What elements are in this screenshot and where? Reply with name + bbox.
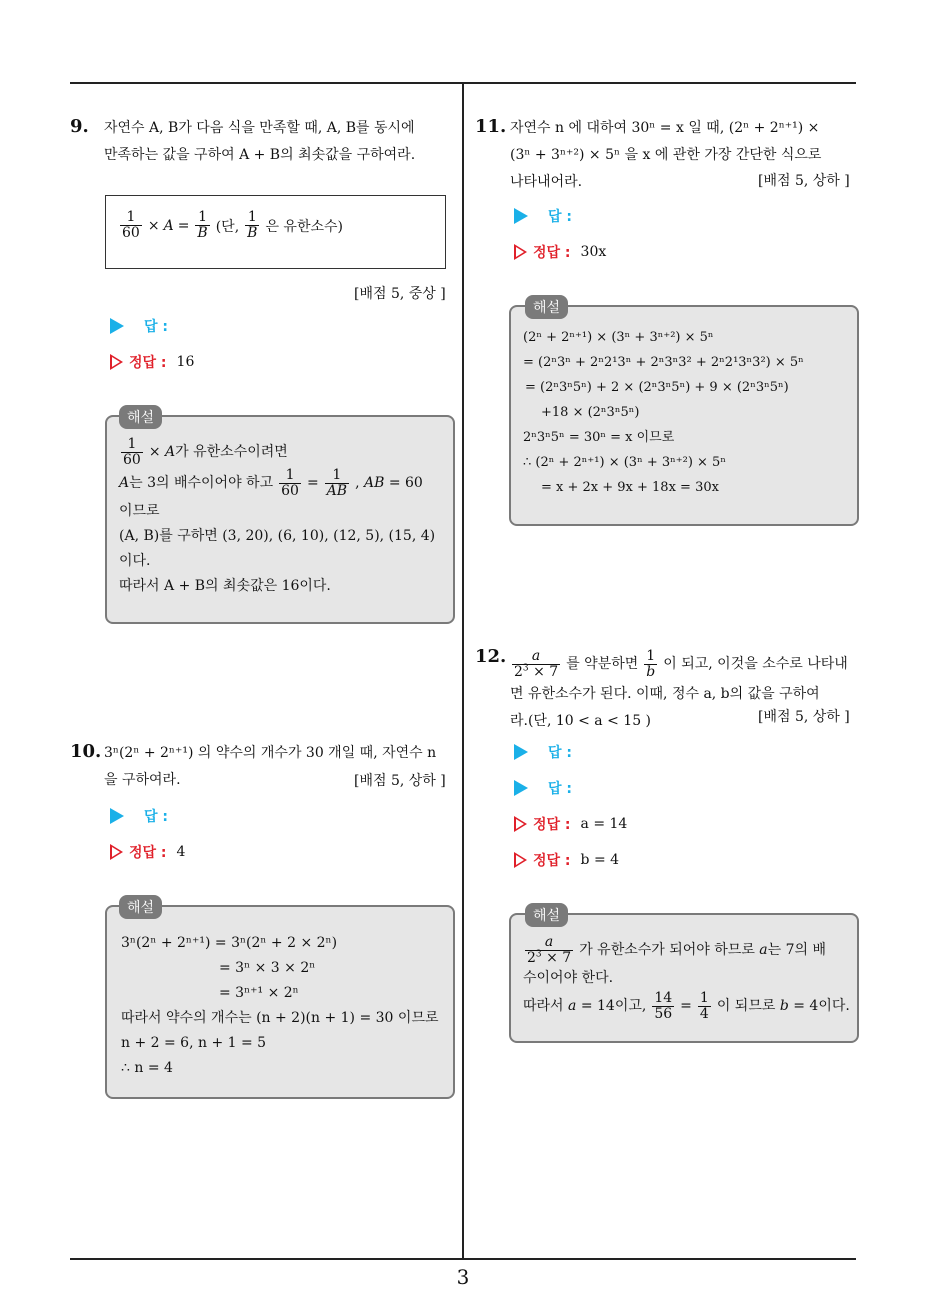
- answer-label: 답 :: [144, 809, 168, 825]
- q11-score: [배점 5, 상하 ]: [758, 173, 850, 189]
- q10-correct-answer: 4: [176, 844, 186, 860]
- q9-line1: 자연수 A, B가 다음 식을 만족할 때, A, B를 동시에: [104, 120, 415, 136]
- q9-solution-box: [105, 410, 455, 624]
- answer-label: 답 :: [548, 209, 572, 225]
- q10-correct-row: [110, 842, 185, 862]
- q10-answer-row[interactable]: [110, 806, 168, 826]
- q12-correct-row-b: [514, 850, 619, 870]
- correct-label: 정답 :: [129, 845, 167, 861]
- q9-number: 9.: [70, 116, 89, 137]
- q12-solution-box: [509, 908, 859, 1043]
- q11-line3: 나타내어라.: [510, 174, 583, 190]
- q10-solution: 3ⁿ(2ⁿ + 2ⁿ⁺¹) = 3ⁿ(2ⁿ + 2 × 2ⁿ) = 3ⁿ × 3 × 2ⁿ = 3ⁿ⁺¹ × 2ⁿ 따라서 약수의 개수는 (n + 2)(n + 1) = 30 이므로 n + 2 = 6, n + 1 = 5 ∴ n = 4: [121, 935, 439, 1076]
- q12-solution: $\frac{a}{2^3 \times 7}$ 가 유한소수가 되어야 하므로 a는 7의 배 수이어야 한다. 따라서 a = 14이고, $\frac{14}{56}$ = $\frac{1}{4}$ 이 되므로 b = 4이다.: [523, 934, 850, 1022]
- q10-line1: 3ⁿ(2ⁿ + 2ⁿ⁺¹) 의 약수의 개수가 30 개일 때, 자연수 n: [104, 745, 437, 761]
- outline-arrow-icon: [110, 354, 123, 370]
- page-number: 3: [456, 1265, 470, 1289]
- correct-label: 정답 :: [129, 355, 167, 371]
- q11-answer-row[interactable]: [514, 206, 572, 226]
- q11-line1: 자연수 n 에 대하여 30ⁿ = x 일 때, (2ⁿ + 2ⁿ⁺¹) ×: [510, 120, 820, 136]
- play-arrow-icon: [110, 318, 124, 334]
- q11-number: 11.: [475, 116, 507, 137]
- q12-line1: $\frac{a}{2^3 \times 7}$ 를 약분하면 $\frac{1}{b}$ 이 되고, 이것을 소수로 나타내: [514, 647, 848, 680]
- q9-correct-answer: 16: [176, 354, 195, 370]
- solution-tab: 해설: [119, 895, 162, 919]
- answer-label: 답 :: [548, 745, 572, 761]
- outline-arrow-icon: [514, 244, 527, 260]
- correct-label: 정답 :: [533, 817, 571, 833]
- play-arrow-icon: [514, 780, 528, 796]
- answer-label: 답 :: [548, 781, 572, 797]
- q9-answer-row[interactable]: [110, 316, 168, 336]
- q10-number: 10.: [70, 741, 102, 762]
- answer-label: 답 :: [144, 319, 168, 335]
- solution-tab: 해설: [525, 295, 568, 319]
- q10-line2: 을 구하여라.: [104, 772, 181, 788]
- q9-score: [배점 5, 중상 ]: [354, 286, 446, 302]
- q12-score: [배점 5, 상하 ]: [758, 709, 850, 725]
- q11-correct-answer: 30x: [580, 244, 607, 260]
- solution-tab: 해설: [525, 903, 568, 927]
- q12-line2: 면 유한소수가 된다. 이때, 정수 a, b의 값을 구하여: [510, 686, 820, 702]
- q12-correct-answer-b: b = 4: [580, 852, 620, 868]
- q9-condition-box: [105, 195, 446, 269]
- solution-tab: 해설: [119, 405, 162, 429]
- q12-correct-row-a: [514, 814, 627, 834]
- outline-arrow-icon: [110, 844, 123, 860]
- play-arrow-icon: [514, 744, 528, 760]
- correct-label: 정답 :: [533, 853, 571, 869]
- q12-number: 12.: [475, 646, 507, 667]
- play-arrow-icon: [514, 208, 528, 224]
- correct-label: 정답 :: [533, 245, 571, 261]
- bottom-rule: [70, 1258, 856, 1260]
- q9-condition: $\frac{1}{60}$ × A = $\frac{1}{B}$ (단, $\frac{1}{B}$ 은 유한소수): [122, 209, 343, 241]
- q12-answer-row-a[interactable]: [514, 742, 572, 762]
- q9-solution: $\frac{1}{60}$ × A가 유한소수이려면 A는 3의 배수이어야 하고 $\frac{1}{60}$ = $\frac{1}{AB}$ , AB = 60 이므로 (A, B)를 구하면 (3, 20), (6, 10), (12, 5), (15, 4) 이다. 따라서 A + B의 최솟값은 16이다.: [119, 436, 436, 594]
- q12-line3: 라.(단, 10 < a < 15 ): [510, 713, 652, 729]
- q9-text: [104, 115, 456, 169]
- q11-solution: (2ⁿ + 2ⁿ⁺¹) × (3ⁿ + 3ⁿ⁺²) × 5ⁿ = (2ⁿ3ⁿ + 2ⁿ2¹3ⁿ + 2ⁿ3ⁿ3² + 2ⁿ2¹3ⁿ3²) × 5ⁿ = (2ⁿ3ⁿ5ⁿ) + 2 × (2ⁿ3ⁿ5ⁿ) + 9 × (2ⁿ3ⁿ5ⁿ) +18 × (2ⁿ3ⁿ5ⁿ) 2ⁿ3ⁿ5ⁿ = 30ⁿ = x 이므로 ∴ (2ⁿ + 2ⁿ⁺¹) × (3ⁿ + 3ⁿ⁺²) × 5ⁿ = x + 2x + 9x + 18x = 30x: [523, 330, 804, 495]
- q11-correct-row: [514, 242, 606, 262]
- q11-line2: (3ⁿ + 3ⁿ⁺²) × 5ⁿ 을 x 에 관한 가장 간단한 식으로: [510, 147, 822, 163]
- column-divider: [462, 84, 464, 1258]
- q9-correct-row: [110, 352, 194, 372]
- q11-solution-box: [509, 300, 859, 526]
- outline-arrow-icon: [514, 816, 527, 832]
- q12-answer-row-b[interactable]: [514, 778, 572, 798]
- q9-line2: 만족하는 값을 구하여 A + B의 최솟값을 구하여라.: [104, 147, 416, 163]
- play-arrow-icon: [110, 808, 124, 824]
- q12-correct-answer-a: a = 14: [580, 816, 628, 832]
- q10-solution-box: [105, 900, 455, 1099]
- outline-arrow-icon: [514, 852, 527, 868]
- q10-score: [배점 5, 상하 ]: [354, 773, 446, 789]
